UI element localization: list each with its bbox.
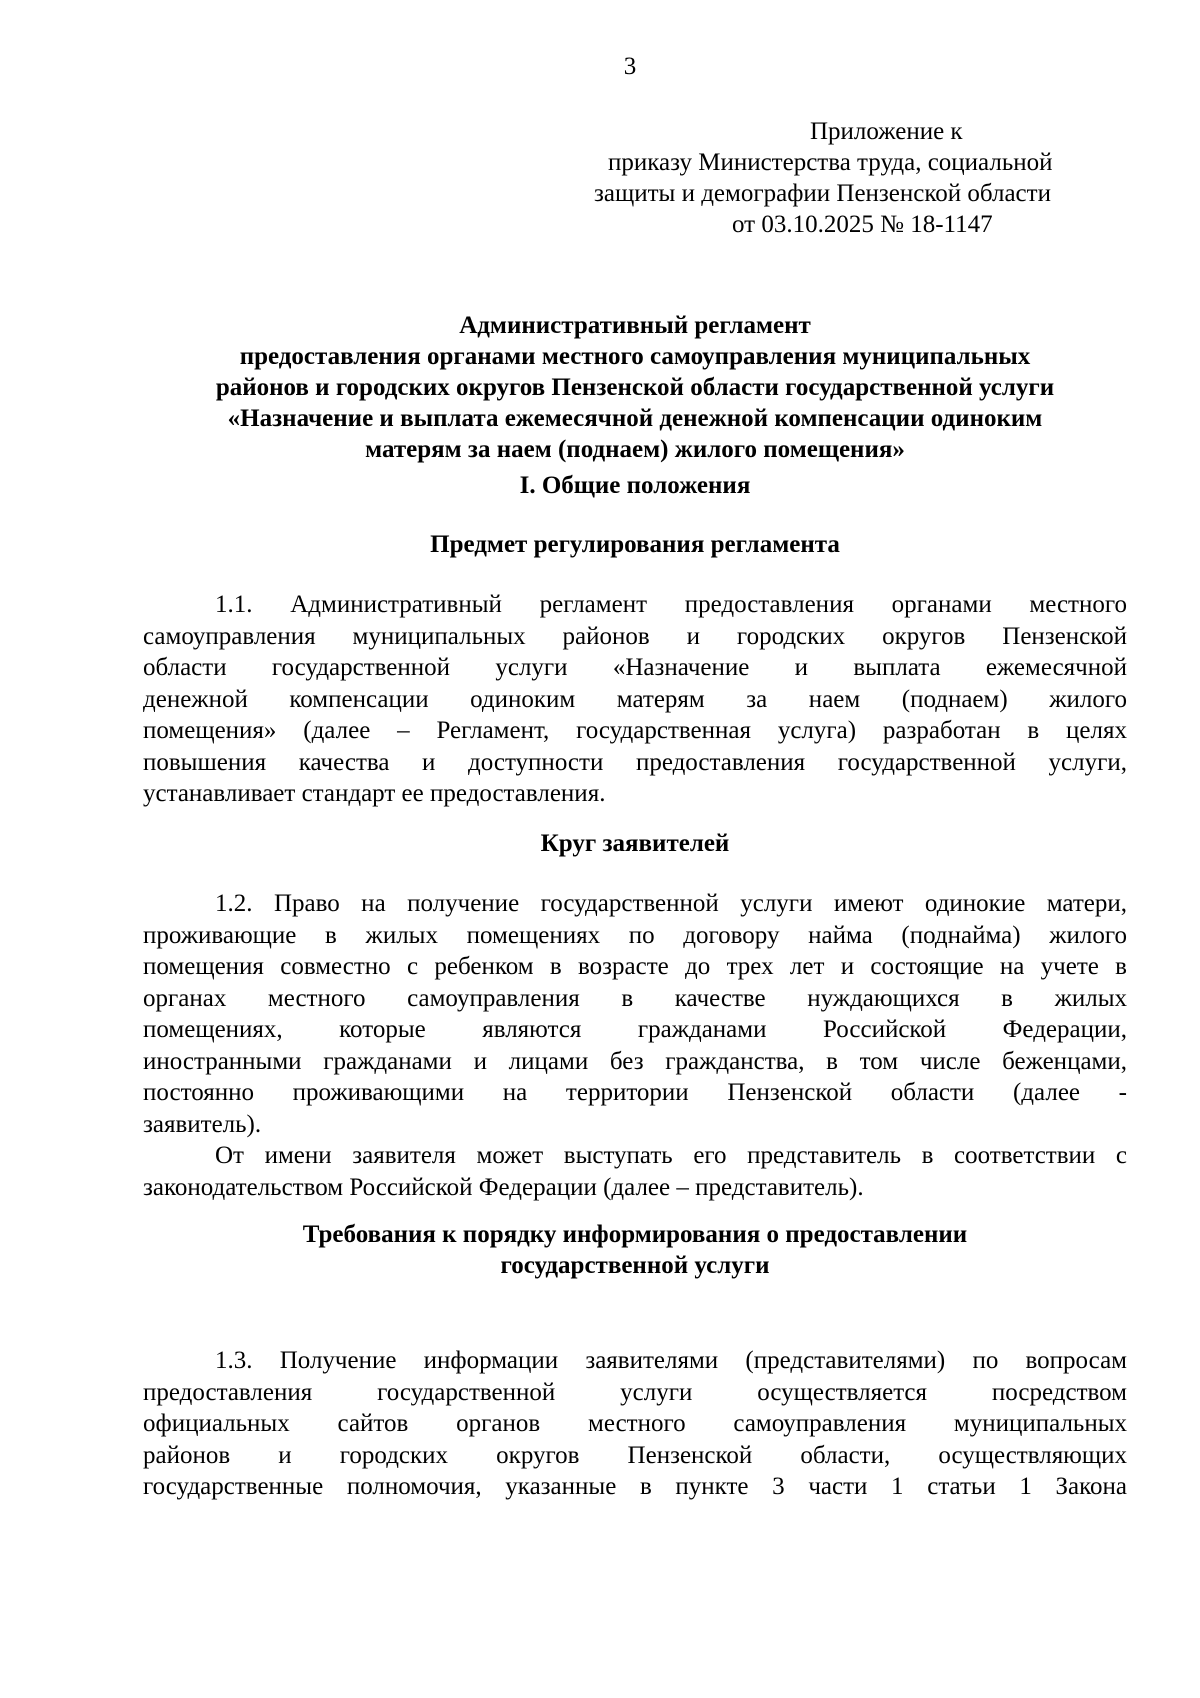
paragraph-line: предоставления государственной услуги осуществляется посредством	[143, 1378, 1127, 1406]
paragraph-line: помещениях, которые являются гражданами Российской Федерации,	[143, 1016, 1127, 1043]
paragraph-line: иностранными гражданами и лицами без гражданства, в том числе беженцами,	[143, 1047, 1127, 1075]
section-heading	[140, 470, 1130, 501]
title-line: «Назначение и выплата ежемесячной денежной компенсации одиноким	[227, 405, 1043, 432]
paragraph-line: районов и городских округов Пензенской области, осуществляющих	[143, 1441, 1127, 1469]
paragraph-1-2	[143, 888, 1127, 1140]
paragraph-line: постоянно проживающими на территории Пензенской области (далее -	[143, 1079, 1127, 1106]
paragraph-line: государственные полномочия, указанные в пункте 3 части 1 статьи 1 Закона	[143, 1473, 1127, 1500]
subsection-heading-text: Требования к порядку информирования о предоставлении	[302, 1221, 968, 1248]
paragraph-line: официальных сайтов органов местного самоуправления муниципальных	[143, 1410, 1127, 1437]
subsection-heading	[140, 529, 1130, 560]
paragraph-line: 1.2. Право на получение государственной услуги имеют одинокие матери,	[215, 890, 1127, 917]
appendix-block	[590, 116, 1130, 240]
paragraph-1-1	[143, 589, 1127, 810]
paragraph-line: помещения» (далее – Регламент, государственная услуга) разработан в целях	[143, 717, 1127, 744]
appendix-line: Приложение к	[810, 118, 963, 145]
appendix-line: защиты и демографии Пензенской области	[594, 180, 1051, 207]
paragraph-line: денежной компенсации одиноким матерям за наем (поднаем) жилого	[143, 685, 1127, 713]
paragraph-line: проживающие в жилых помещениях по договору найма (поднайма) жилого	[143, 921, 1127, 949]
paragraph-line: помещения совместно с ребенком в возрасте до трех лет и состоящие на учете в	[143, 953, 1127, 980]
title-line: матерям за наем (поднаем) жилого помещения»	[365, 436, 905, 463]
appendix-line: приказу Министерства труда, социальной	[608, 149, 1053, 176]
subsection-heading-text: Круг заявителей	[540, 830, 730, 857]
title-line: предоставления органами местного самоуправления муниципальных	[239, 343, 1031, 370]
paragraph-line: законодательством Российской Федерации (далее – представитель).	[143, 1173, 864, 1201]
page-number: 3	[623, 53, 637, 80]
subsection-heading-text: государственной услуги	[500, 1252, 770, 1279]
paragraph-line: От имени заявителя может выступать его представитель в соответствии с	[215, 1142, 1127, 1169]
paragraph-representative	[143, 1140, 1127, 1203]
paragraph-line: области государственной услуги «Назначение и выплата ежемесячной	[143, 654, 1127, 681]
subsection-heading	[140, 1219, 1130, 1281]
subsection-heading	[140, 828, 1130, 859]
paragraph-line: повышения качества и доступности предоставления государственной услуги,	[143, 748, 1127, 776]
paragraph-line: органах местного самоуправления в качестве нуждающихся в жилых	[143, 984, 1127, 1012]
paragraph-line: самоуправления муниципальных районов и городских округов Пензенской	[143, 622, 1127, 650]
paragraph-line: 1.3. Получение информации заявителями (представителями) по вопросам	[215, 1347, 1127, 1374]
title-line: Административный регламент	[459, 312, 811, 339]
appendix-line: от 03.10.2025 № 18-1147	[732, 211, 993, 238]
subsection-heading-text: Предмет регулирования регламента	[430, 531, 840, 558]
section-heading-text: I. Общие положения	[519, 472, 751, 499]
title-line: районов и городских округов Пензенской области государственной услуги	[215, 374, 1055, 401]
paragraph-1-3	[143, 1345, 1127, 1503]
paragraph-line: заявитель).	[143, 1110, 262, 1138]
document-title	[140, 310, 1130, 465]
paragraph-line: устанавливает стандарт ее предоставления.	[143, 780, 606, 807]
paragraph-line: 1.1. Административный регламент предоставления органами местного	[215, 591, 1127, 618]
